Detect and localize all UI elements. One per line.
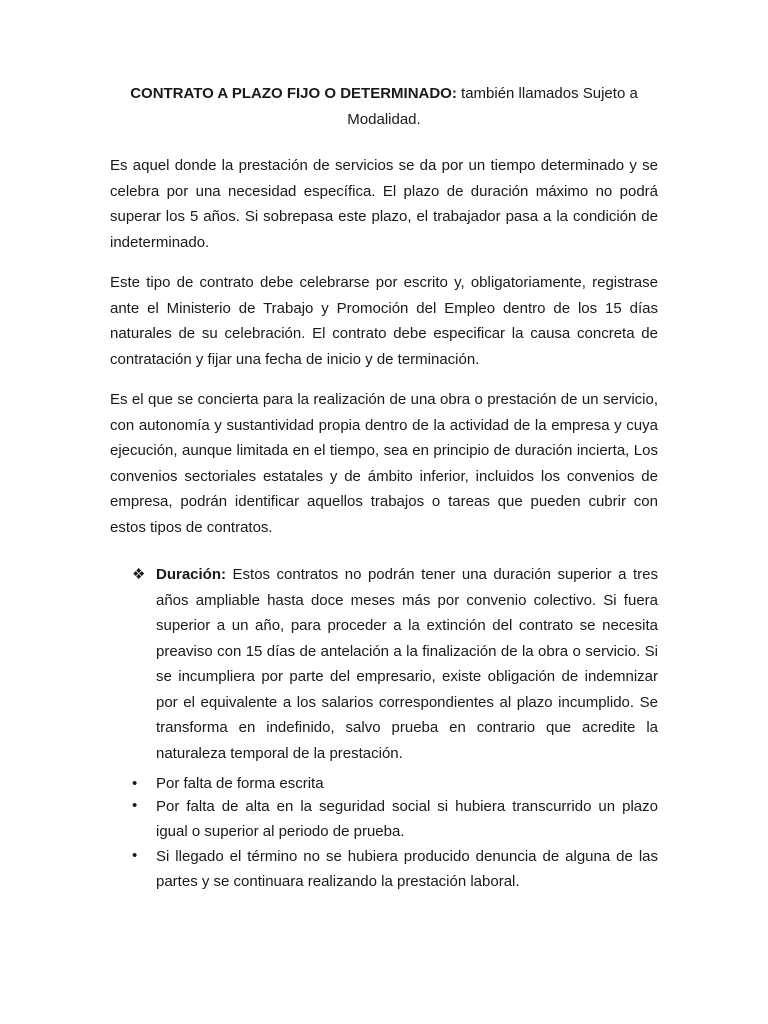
list-item-text: Si llegado el término no se hubiera producido denuncia de alguna de las partes y se continuara realizando la prestación laboral. bbox=[156, 848, 658, 890]
paragraph-obra-servicio: Es el que se concierta para la realización de una obra o prestación de un servicio, con autonomía y sustantividad propia dentro de la actividad de la empresa y cuya ejecución, aunque limitada en el tiempo, sea en principio de duración incierta, Los convenios sectoriales estatales y de ámbito inferior, incluidos los convenios de empresa, podrán identificar aquellos trabajos o tareas que pueden cubrir con estos tipos de contratos. bbox=[110, 391, 658, 536]
list-item bbox=[132, 844, 658, 894]
paragraph-registration: Este tipo de contrato debe celebrarse por escrito y, obligatoriamente, registrase ante el Ministerio de Trabajo y Promoción del Empleo dentro de los 15 días naturales de su celebración. El contrato debe especificar la causa concreta de contratación y fijar una fecha de inicio y de terminación. bbox=[110, 274, 658, 368]
duration-text: Estos contratos no podrán tener una duración superior a tres años ampliable hasta doce meses más por convenio colectivo. Si fuera superior a un año, para proceder a la extinción del contrato se necesita preaviso con 15 días de antelación a la finalización de la obra o servicio. Si se incumpliera por parte del empresario, existe obligación de indemnizar por el equivalente a los salarios correspondientes al plazo incumplido. Se transforma en indefinido, salvo prueba en contrario que acredite la naturaleza temporal de la prestación. bbox=[156, 566, 658, 762]
title-bold: CONTRATO A PLAZO FIJO O DETERMINADO: bbox=[130, 85, 457, 102]
bullet-dot-icon: • bbox=[132, 797, 138, 814]
duration-paragraph bbox=[156, 562, 658, 766]
list-item bbox=[132, 774, 658, 794]
diamond-bullet-icon: ❖ bbox=[132, 566, 146, 583]
list-item bbox=[132, 794, 658, 844]
title-rest: también llamados Sujeto a Modalidad. bbox=[347, 85, 638, 128]
duration-section bbox=[110, 562, 658, 766]
document-title bbox=[118, 81, 650, 133]
duration-label: Duración: bbox=[156, 566, 227, 583]
bullet-dot-icon: • bbox=[132, 775, 138, 792]
paragraph-definition: Es aquel donde la prestación de servicios se da por un tiempo determinado y se celebra por una necesidad específica. El plazo de duración máximo no podrá superar los 5 años. Si sobrepasa este plazo, el trabajador pasa a la condición de indeterminado. bbox=[110, 157, 658, 251]
bullet-list bbox=[110, 774, 658, 894]
bullet-dot-icon: • bbox=[132, 847, 138, 864]
list-item-text: Por falta de forma escrita bbox=[156, 775, 324, 792]
list-item-text: Por falta de alta en la seguridad social si hubiera transcurrido un plazo igual o superior al periodo de prueba. bbox=[156, 798, 658, 840]
